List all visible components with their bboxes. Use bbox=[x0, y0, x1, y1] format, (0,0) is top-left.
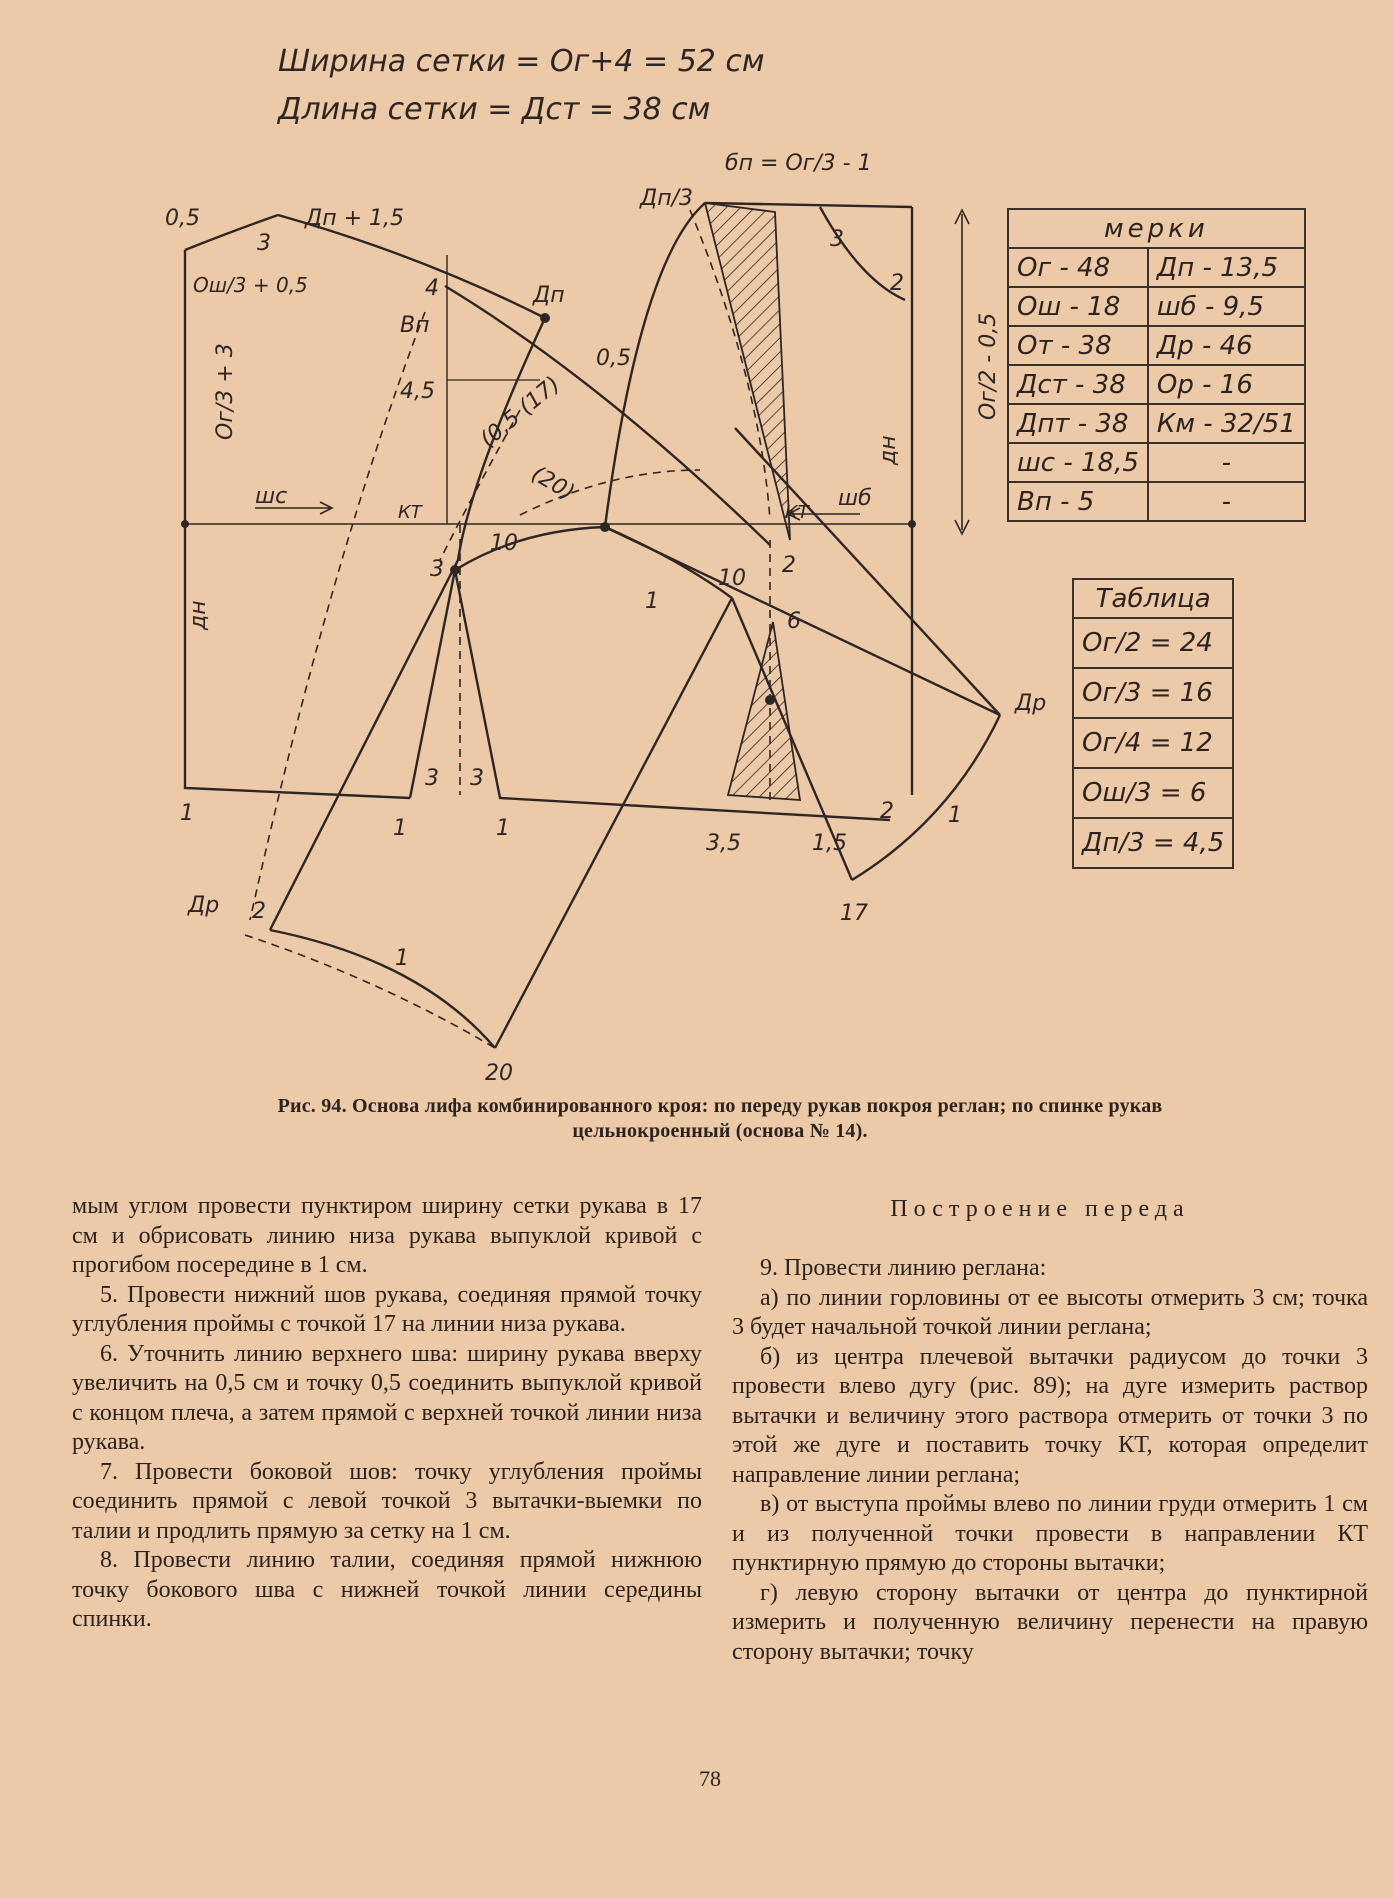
label-dr-right: Др bbox=[1015, 691, 1047, 716]
grid-width-formula: Ширина сетки = Ог+4 = 52 см bbox=[278, 44, 765, 79]
tablitsa-table bbox=[1072, 578, 1234, 869]
label-2-sleeve: 2 bbox=[252, 899, 266, 924]
merki-cell: Вп - 5 bbox=[1008, 482, 1148, 521]
front-sleeve-hem bbox=[852, 715, 1000, 880]
label-o-half: Ог/2 - 0,5 bbox=[976, 312, 1001, 420]
tablitsa-cell: Ог/4 = 12 bbox=[1073, 718, 1233, 768]
label-1-waist-right: 1 bbox=[496, 816, 510, 841]
right-column bbox=[732, 1254, 1368, 1667]
merki-title: мерки bbox=[1008, 209, 1305, 248]
figure-caption bbox=[150, 1094, 1290, 1144]
label-15: 1,5 bbox=[812, 831, 847, 856]
label-1-hem: 1 bbox=[395, 946, 409, 971]
merki-cell: - bbox=[1148, 443, 1305, 482]
merki-cell: От - 38 bbox=[1008, 326, 1148, 365]
label-shb: шб bbox=[838, 486, 872, 511]
left-column bbox=[72, 1192, 702, 1635]
left-para-1: мым углом провести пунктиром ширину сетки рукава в 17 см и обрисовать линию низа рукава выпуклой кривой с прогибом посередине в 1 см. bbox=[72, 1193, 702, 1278]
label-1-back: 1 bbox=[180, 801, 194, 826]
upper-dart bbox=[705, 203, 790, 540]
label-10-left: 10 bbox=[490, 531, 518, 556]
merki-cell: Ош - 18 bbox=[1008, 287, 1148, 326]
label-dp15: Дп + 1,5 bbox=[305, 206, 404, 231]
merki-cell: Дпт - 38 bbox=[1008, 404, 1148, 443]
label-6: 6 bbox=[787, 609, 801, 634]
label-p20: (20) bbox=[527, 461, 579, 506]
label-2-front: 2 bbox=[890, 271, 904, 296]
merki-cell: Др - 46 bbox=[1148, 326, 1305, 365]
label-3-dartB: 3 bbox=[470, 766, 484, 791]
label-dp3: Дп/3 bbox=[640, 186, 693, 211]
tablitsa-title: Таблица bbox=[1073, 579, 1233, 618]
label-kt-right: КТ bbox=[785, 502, 809, 523]
lower-dart bbox=[728, 622, 800, 800]
label-35: 3,5 bbox=[706, 831, 741, 856]
tablitsa-cell: Ог/2 = 24 bbox=[1073, 618, 1233, 668]
page-number: 78 bbox=[699, 1766, 721, 1791]
label-2-waist: 2 bbox=[880, 799, 894, 824]
merki-cell: Ор - 16 bbox=[1148, 365, 1305, 404]
label-1-sleeve: 1 bbox=[645, 589, 659, 614]
merki-cell: Дп - 13,5 bbox=[1148, 248, 1305, 287]
merki-cell: Ог - 48 bbox=[1008, 248, 1148, 287]
armhole-curve bbox=[455, 527, 605, 570]
front-armhole-low bbox=[605, 527, 732, 598]
merki-cell: Км - 32/51 bbox=[1148, 404, 1305, 443]
merki-cell: - bbox=[1148, 482, 1305, 521]
label-kt-left: КТ bbox=[398, 502, 422, 523]
back-side bbox=[410, 570, 455, 798]
caption-line2: цельнокроенный (основа № 14). bbox=[572, 1120, 868, 1142]
label-4: 4 bbox=[425, 276, 439, 301]
left-para-2: 5. Провести нижний шов рукава, соединяя прямой точку углубления проймы с точкой 17 на линии низа рукава. bbox=[72, 1281, 702, 1337]
right-para-1: 9. Провести линию реглана: bbox=[760, 1255, 1047, 1281]
merki-cell: шс - 18,5 bbox=[1008, 443, 1148, 482]
label-dn-left: дн bbox=[186, 600, 211, 630]
tablitsa-cell: Ош/3 = 6 bbox=[1073, 768, 1233, 818]
section-heading: Построение переда bbox=[890, 1196, 1190, 1222]
left-para-3: 6. Уточнить линию верхнего шва: ширину рукава вверху увеличить на 0,5 см и точку 0,5 соединить выпуклой кривой с концом плеча, а затем прямой с верхней точкой линии низа рукава. bbox=[72, 1340, 702, 1455]
caption-line1: Рис. 94. Основа лифа комбинированного кроя: по переду рукав покроя реглан; по спинке рукав bbox=[277, 1095, 1163, 1117]
label-1-waist-left: 1 bbox=[393, 816, 407, 841]
label-osh-formula: Ош/3 + 0,5 bbox=[193, 273, 308, 297]
right-para-3: б) из центра плечевой вытачки радиусом до точки 3 провести влево дугу (рис. 89); на дуге измерить раствор вытачки и величину этого раствора отмерить от точки 3 по этой же дуге и поставить точку КТ, которая определит направление линии реглана; bbox=[732, 1343, 1368, 1488]
label-3-arm: 3 bbox=[430, 557, 444, 582]
back-sleeve-under bbox=[495, 598, 732, 1048]
label-dr-left: Др bbox=[188, 893, 220, 918]
label-og-formula: Ог/3 + 3 bbox=[213, 343, 238, 440]
label-10-right: 10 bbox=[718, 566, 746, 591]
label-p05-17: (0,5 (17) bbox=[475, 371, 566, 453]
tablitsa-cell: Ог/3 = 16 bbox=[1073, 668, 1233, 718]
left-para-5: 8. Провести линию талии, соединяя прямой нижнюю точку бокового шва с нижней точкой линии середины спинки. bbox=[72, 1547, 702, 1632]
left-para-4: 7. Провести боковой шов: точку углубления проймы соединить прямой с левой точкой 3 вытачки-выемки по талии и продлить прямую за сетку на 1 см. bbox=[72, 1458, 702, 1544]
label-3-dartA: 3 bbox=[425, 766, 439, 791]
label-45: 4,5 bbox=[400, 379, 435, 404]
right-para-4: в) от выступа проймы влево по линии груди отмерить 1 см и из полученной точки провести в направлении КТ пунктирную прямую до стороны вытачки; bbox=[732, 1491, 1368, 1576]
right-para-5: г) левую сторону вытачки от центра до пунктирной измерить и полученную величину перенести на правую сторону вытачки; точку bbox=[732, 1579, 1368, 1665]
merki-table bbox=[1007, 208, 1306, 522]
merki-cell: шб - 9,5 bbox=[1148, 287, 1305, 326]
label-dp: Дп bbox=[533, 283, 565, 308]
label-05-mid: 0,5 bbox=[596, 346, 631, 371]
front-side-waist bbox=[455, 570, 890, 820]
label-sc: шс bbox=[255, 484, 288, 509]
label-1-front: 1 bbox=[948, 803, 962, 828]
merki-cell: Дст - 38 bbox=[1008, 365, 1148, 404]
label-bp-formula: бп = Ог/3 - 1 bbox=[725, 151, 872, 176]
label-3-neck: 3 bbox=[257, 231, 271, 256]
right-para-2: а) по линии горловины от ее высоты отмерить 3 см; точка 3 будет начальной точкой линии реглана; bbox=[732, 1284, 1368, 1340]
label-2-dart: 2 bbox=[782, 553, 796, 578]
label-vp: Вп bbox=[400, 313, 430, 338]
front-sleeve-line bbox=[605, 527, 1000, 715]
grid-length-formula: Длина сетки = Дст = 38 см bbox=[278, 92, 711, 127]
tablitsa-cell: Дп/3 = 4,5 bbox=[1073, 818, 1233, 868]
label-dn-right: дн bbox=[876, 435, 901, 465]
label-20: 20 bbox=[485, 1061, 513, 1086]
label-05-top: 0,5 bbox=[165, 206, 200, 231]
label-17: 17 bbox=[840, 901, 868, 926]
label-3-front: 3 bbox=[830, 227, 844, 252]
